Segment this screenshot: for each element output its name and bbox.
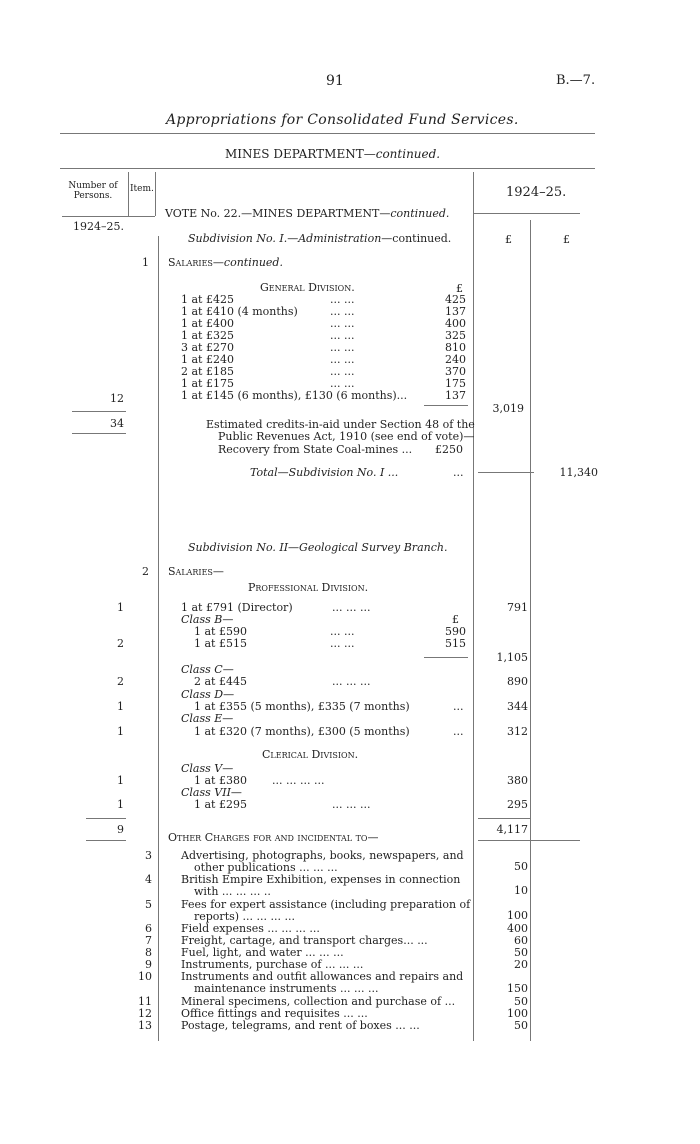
page-number: 91	[326, 73, 344, 89]
subdivision-2-item-number: 2	[142, 565, 149, 578]
class-c-dots: ... ... ...	[332, 675, 371, 688]
class-vii-dots: ... ... ...	[332, 798, 371, 811]
charge-line-1: Freight, cartage, and transport charges... ...	[181, 934, 428, 947]
document-reference: B.—7.	[556, 73, 596, 88]
charge-line-2: with ... ... ... ..	[194, 885, 271, 898]
credits-in-aid-line-3: Recovery from State Coal-mines ...	[218, 443, 413, 456]
subdivision-1-total-persons: 34	[110, 417, 124, 430]
salary-row-desc: 1 at £400	[181, 317, 234, 330]
charge-item-number: 3	[145, 849, 152, 862]
persons-header-rule	[62, 216, 128, 217]
subdivision-2-total-persons: 9	[117, 823, 124, 836]
subdivision-1-total-dots: ...	[453, 466, 464, 479]
class-b-row-desc: 1 at £590	[194, 625, 247, 638]
amount-column-rule	[473, 172, 474, 1041]
salary-row-amount: 370	[445, 365, 466, 378]
charge-line-1: Fees for expert assistance (including preparation of	[181, 898, 471, 911]
charge-item-number: 7	[145, 934, 152, 947]
class-b-row-dots: ... ...	[330, 637, 355, 650]
vote-title: VOTE No. 22.—MINES DEPARTMENT—continued.	[165, 207, 450, 220]
charge-line-1: Advertising, photographs, books, newspapers, and	[181, 849, 464, 862]
class-c-desc: 2 at £445	[194, 675, 247, 688]
salary-row-amount: 137	[445, 305, 466, 318]
charge-item-number: 13	[138, 1019, 152, 1032]
amount-end-rule	[478, 840, 580, 841]
class-b-row-desc: 1 at £515	[194, 637, 247, 650]
charge-amount: 50	[514, 995, 528, 1008]
subdivision-1-item-number: 1	[142, 256, 149, 269]
charge-line-2: reports) ... ... ... ...	[194, 910, 295, 923]
salary-row-amount: 810	[445, 341, 466, 354]
class-v-amount: 380	[507, 774, 528, 787]
salary-row-amount: 400	[445, 317, 466, 330]
class-vii-desc: 1 at £295	[194, 798, 247, 811]
class-b-row-amount: 590	[445, 625, 466, 638]
salary-row-amount: 175	[445, 377, 466, 390]
charge-line-1: Instruments, purchase of ... ... ...	[181, 958, 364, 971]
class-v-desc: 1 at £380	[194, 774, 247, 787]
title-rule	[60, 133, 595, 134]
subdivision-1-heading: Subdivision No. I.—Administration—continued.	[188, 232, 452, 245]
director-amount: 791	[507, 601, 528, 614]
department-heading: MINES DEPARTMENT—continued.	[225, 147, 441, 161]
charge-line-2: other publications ... ... ...	[194, 861, 338, 874]
credits-in-aid-amount: £250	[435, 443, 463, 456]
class-c-amount: 890	[507, 675, 528, 688]
class-v-label: Class V—	[181, 762, 234, 775]
class-d-label: Class D—	[181, 688, 235, 701]
year-column-header: 1924–25.	[506, 185, 567, 200]
charge-item-number: 11	[138, 995, 152, 1008]
page-title: Appropriations for Consolidated Fund Services.	[166, 112, 519, 128]
class-e-desc: 1 at £320 (7 months), £300 (5 months)	[194, 725, 410, 738]
subdivision-1-salaries-total: 3,019	[492, 402, 524, 415]
pound-column-1: £	[505, 233, 512, 246]
charge-item-number: 4	[145, 873, 152, 886]
salary-row-desc: 3 at £270	[181, 341, 234, 354]
subdivision-2-salaries-rule	[478, 818, 530, 819]
salary-row-desc: 1 at £145 (6 months), £130 (6 months)...	[181, 389, 408, 402]
class-vii-persons: 1	[117, 798, 124, 811]
charge-amount: 50	[514, 1019, 528, 1032]
year-header-rule	[474, 213, 580, 214]
class-vii-amount: 295	[507, 798, 528, 811]
class-v-persons: 1	[117, 774, 124, 787]
charge-item-number: 8	[145, 946, 152, 959]
salary-row-dots: ... ...	[330, 329, 355, 342]
subdivision-1-sum-rule	[424, 405, 468, 406]
department-rule	[60, 168, 595, 169]
class-b-pound-sign: £	[452, 613, 459, 626]
class-b-label: Class B—	[181, 613, 234, 626]
salary-row-dots: ... ...	[330, 341, 355, 354]
salary-row-desc: 1 at £240	[181, 353, 234, 366]
persons-end-rule	[86, 840, 126, 841]
salary-row-amount: 240	[445, 353, 466, 366]
charge-amount: 50	[514, 946, 528, 959]
charge-item-number: 5	[145, 898, 152, 911]
subdivision-1-salaries-label: Salaries—continued.	[168, 256, 283, 269]
subdivision-2-heading: Subdivision No. II—Geological Survey Branch.	[188, 541, 448, 554]
salary-row-dots: ... ...	[330, 293, 355, 306]
charge-line-1: Instruments and outfit allowances and repairs and	[181, 970, 464, 983]
class-e-persons: 1	[117, 725, 124, 738]
subdivision-2-salaries-label: Salaries—	[168, 565, 224, 578]
salary-row-dots: ... ...	[330, 365, 355, 378]
charge-amount: 60	[514, 934, 528, 947]
charge-line-1: Fuel, light, and water ... ... ...	[181, 946, 344, 959]
subdivision-1-total-rule	[478, 472, 534, 473]
class-v-dots: ... ... ... ...	[272, 774, 325, 787]
item-header-rule	[128, 216, 155, 217]
item-desc-divider	[155, 172, 156, 216]
class-c-label: Class C—	[181, 663, 234, 676]
salary-row-amount: 325	[445, 329, 466, 342]
salary-row-desc: 2 at £185	[181, 365, 234, 378]
class-vii-label: Class VII—	[181, 786, 242, 799]
subdivision-1-total-label: Total—Subdivision No. I ...	[250, 466, 399, 479]
charge-line-1: Postage, telegrams, and rent of boxes ... ...	[181, 1019, 420, 1032]
subdivision-1-persons-count: 12	[110, 392, 124, 405]
amount-inner-rule	[530, 220, 531, 1041]
charge-line-1: Field expenses ... ... ... ...	[181, 922, 320, 935]
item-column-rule	[158, 236, 159, 1041]
charge-item-number: 9	[145, 958, 152, 971]
subdivision-2-salaries-total: 4,117	[496, 823, 528, 836]
subdivision-2-persons-rule	[86, 818, 126, 819]
general-division-pound-sign: £	[456, 282, 463, 295]
persons-column-header: Number of Persons.	[68, 181, 118, 201]
pound-column-2: £	[563, 233, 570, 246]
class-e-label: Class E—	[181, 712, 234, 725]
charge-item-number: 10	[138, 970, 152, 983]
class-b-row-amount: 515	[445, 637, 466, 650]
class-b-row-dots: ... ...	[330, 625, 355, 638]
salary-row-dots: ... ...	[330, 317, 355, 330]
charge-line-1: British Empire Exhibition, expenses in connection	[181, 873, 461, 886]
charge-amount: 10	[514, 884, 528, 897]
persons-year-label: 1924–25.	[73, 220, 124, 233]
other-charges-heading: Other Charges for and incidental to—	[168, 831, 379, 844]
charge-amount: 150	[507, 982, 528, 995]
charge-line-1: Office fittings and requisites ... ...	[181, 1007, 368, 1020]
charge-item-number: 12	[138, 1007, 152, 1020]
persons-total-rule	[72, 433, 126, 434]
salary-row-dots: ... ...	[330, 377, 355, 390]
salary-row-desc: 1 at £175	[181, 377, 234, 390]
salary-row-amount: 137	[445, 389, 466, 402]
charge-item-number: 6	[145, 922, 152, 935]
charge-line-2: maintenance instruments ... ... ...	[194, 982, 379, 995]
class-d-amount: 344	[507, 700, 528, 713]
class-d-desc: 1 at £355 (5 months), £335 (7 months)	[194, 700, 410, 713]
salary-row-desc: 1 at £425	[181, 293, 234, 306]
class-b-sum-rule	[424, 657, 468, 658]
class-c-persons: 2	[117, 675, 124, 688]
class-b-persons: 2	[117, 637, 124, 650]
class-d-dots: ...	[453, 700, 464, 713]
salary-row-dots: ... ...	[330, 353, 355, 366]
persons-item-divider	[128, 172, 129, 216]
salary-row-dots: ... ...	[330, 305, 355, 318]
general-division-heading: General Division.	[260, 281, 355, 294]
credits-in-aid-line-2: Public Revenues Act, 1910 (see end of vote)—	[218, 430, 475, 443]
charge-amount: 20	[514, 958, 528, 971]
salary-row-desc: 1 at £325	[181, 329, 234, 342]
charge-line-1: Mineral specimens, collection and purchase of ...	[181, 995, 456, 1008]
charge-amount: 100	[507, 909, 528, 922]
item-column-header: Item.	[130, 184, 154, 194]
class-e-dots: ...	[453, 725, 464, 738]
charge-amount: 100	[507, 1007, 528, 1020]
salary-row-desc: 1 at £410 (4 months)	[181, 305, 298, 318]
class-d-persons: 1	[117, 700, 124, 713]
subdivision-1-total-amount: 11,340	[559, 466, 598, 479]
credits-in-aid-line-1: Estimated credits-in-aid under Section 48 of the	[206, 418, 475, 431]
charge-amount: 50	[514, 860, 528, 873]
clerical-division-heading: Clerical Division.	[262, 748, 359, 761]
class-e-amount: 312	[507, 725, 528, 738]
persons-subtotal-rule	[72, 411, 126, 412]
salary-row-amount: 425	[445, 293, 466, 306]
charge-amount: 400	[507, 922, 528, 935]
director-dots: ... ... ...	[332, 601, 371, 614]
class-b-total: 1,105	[496, 651, 528, 664]
director-persons: 1	[117, 601, 124, 614]
professional-division-heading: Professional Division.	[248, 581, 369, 594]
director-desc: 1 at £791 (Director)	[181, 601, 293, 614]
